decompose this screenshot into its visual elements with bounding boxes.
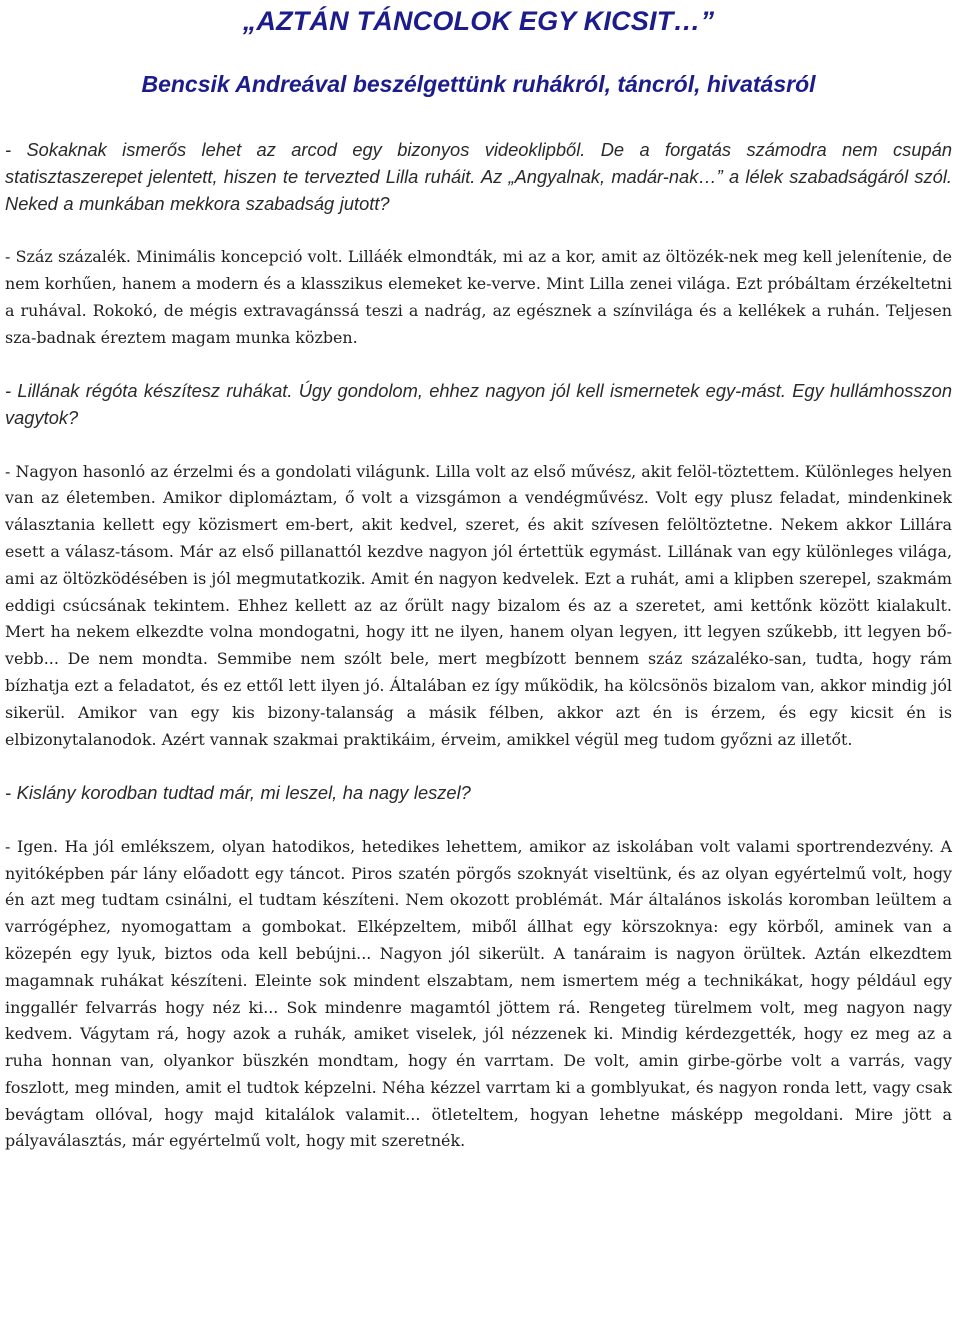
interview-question-3: - Kislány korodban tudtad már, mi leszel, ha nagy leszel? <box>5 782 471 804</box>
article-title: „AZTÁN TÁNCOLOK EGY KICSIT…” <box>242 6 715 36</box>
article-subtitle: Bencsik Andreával beszélgettünk ruhákról, táncról, hivatásról <box>141 71 816 97</box>
paragraph-gap <box>5 807 952 834</box>
interview-answer-2: - Nagyon hasonló az érzelmi és a gondolati világunk. Lilla volt az első művész, akit felöl-töztettem. Különleges helyen van az életemben. Amikor diplomáztam, ő volt a vizsgámon a vendégművész. Volt egy plusz feladat, mindenkinek választania kellett egy közismert em-bert, akit kedvel, szeret, és akit szívesen felöltöztetne. Nekem akkor Lillára esett a válasz-tásom. Már az első pillanattól kezdve nagyon jól értettük egymást. Lillának van egy különleges világa, ami az öltözködésében is jól megmutatkozik. Amit én nagyon kedvelek. Ezt a ruhát, ami a klipben szerepel, szakmám eddigi csúcsának tekintem. Ehhez kellett az az őrült nagy bizalom és az a szeretet, ami kettőnk között kialakult. Mert ha nekem elkezdte volna mondogatni, hogy itt ne ilyen, hanem olyan legyen, itt legyen szűkebb, itt legyen bő-vebb... De nem mondta. Semmibe nem szólt bele, mert megbízott bennem száz százaléko-san, tudta, hogy rám bízhatja ezt a feladatot, és ez ettől lett ilyen jó. Általában ez így működik, ha kölcsönös bizalom van, akkor mindig jól sikerül. Amikor van egy kis bizony-talanság a másik félben, akkor azt én is érzem, és egy kicsit én is elbizonytalanodok. Azért vannak szakmai praktikáim, érveim, amikkel végül meg tudom győzni az illetőt. <box>5 461 952 749</box>
interview-answer-3: - Igen. Ha jól emlékszem, olyan hatodikos, hetedikes lehettem, amikor az iskolában volt valami sportrendezvény. A nyitóképben pár lány előadott egy táncot. Piros szatén pörgős szoknyát viseltünk, és az olyan egyértelmű volt, hogy én azt meg tudtam csinálni, el tudtam készíteni. Nem okozott problémát. Már általános iskolás koromban leültem a varrógéphez, nyomogattam a gombokat. Elképzeltem, miből állhat egy körszoknya: egy körből, aminek van a közepén egy lyuk, biztos oda kell bebújni... Nagyon jól sikerült. A tanáraim is nagyon örültek. Aztán elkezdtem magamnak ruhákat készíteni. Eleinte sok mindent elszabtam, nem ismertem még a technikákat, hogy például egy inggallér felvarrás hogy néz ki... Sok mindenre magamtól jöttem rá. Rengeteg türelmem volt, meg nagyon nagy kedvem. Vágytam rá, hogy azok a ruhák, amiket viselek, jól nézzenek ki. Mindig kérdezgették, hogy ez meg az a ruha honnan van, olyankor büszkén mondtam, hogy én varrtam. De volt, amin girbe-görbe volt a varrás, vagy foszlott, meg minden, amit el tudtok képzelni. Néha kézzel varrtam ki a gomblyukat, és nagyon ronda lett, vagy csak bevágtam ollóval, hogy majd kitalálok valamit... ötleteltem, hogyan lehetne másképp megoldani. Mire jött a pályaválasztás, már egyértelmű volt, hogy mit szeretnék. <box>5 836 952 1151</box>
interview-question-1: - Sokaknak ismerős lehet az arcod egy bizonyos videoklipből. De a forgatás számodra nem csupán statisztaszerepet jelentett, hiszen te tervezted Lilla ruháit. Az „Angyalnak, madár-nak…” a lélek szabadságáról szól. Neked a munkában mekkora szabadság jutott? <box>5 139 952 214</box>
paragraph-gap <box>5 351 952 378</box>
paragraph-gap <box>5 217 952 244</box>
interview-answer-1: - Száz százalék. Minimális koncepció volt. Lilláék elmondták, mi az a kor, amit az öltözék-nek meg kell jelenítenie, de nem korhűen, hanem a modern és a klasszikus elemeket ke-verve. Mint Lilla zenei világa. Ezt próbáltam érzékeltetni a ruhával. Rokokó, de mégis extravagánssá teszi a nadrág, az egésznek a színvilága és a kellékek a ruhán. Teljesen sza-badnak éreztem magam munka közben. <box>5 247 952 347</box>
paragraph-gap <box>5 753 952 780</box>
interview-question-2: - Lillának régóta készítesz ruhákat. Úgy gondolom, ehhez nagyon jól kell ismernetek egy-mást. Egy hullámhosszon vagytok? <box>5 380 952 428</box>
paragraph-gap <box>5 432 952 459</box>
